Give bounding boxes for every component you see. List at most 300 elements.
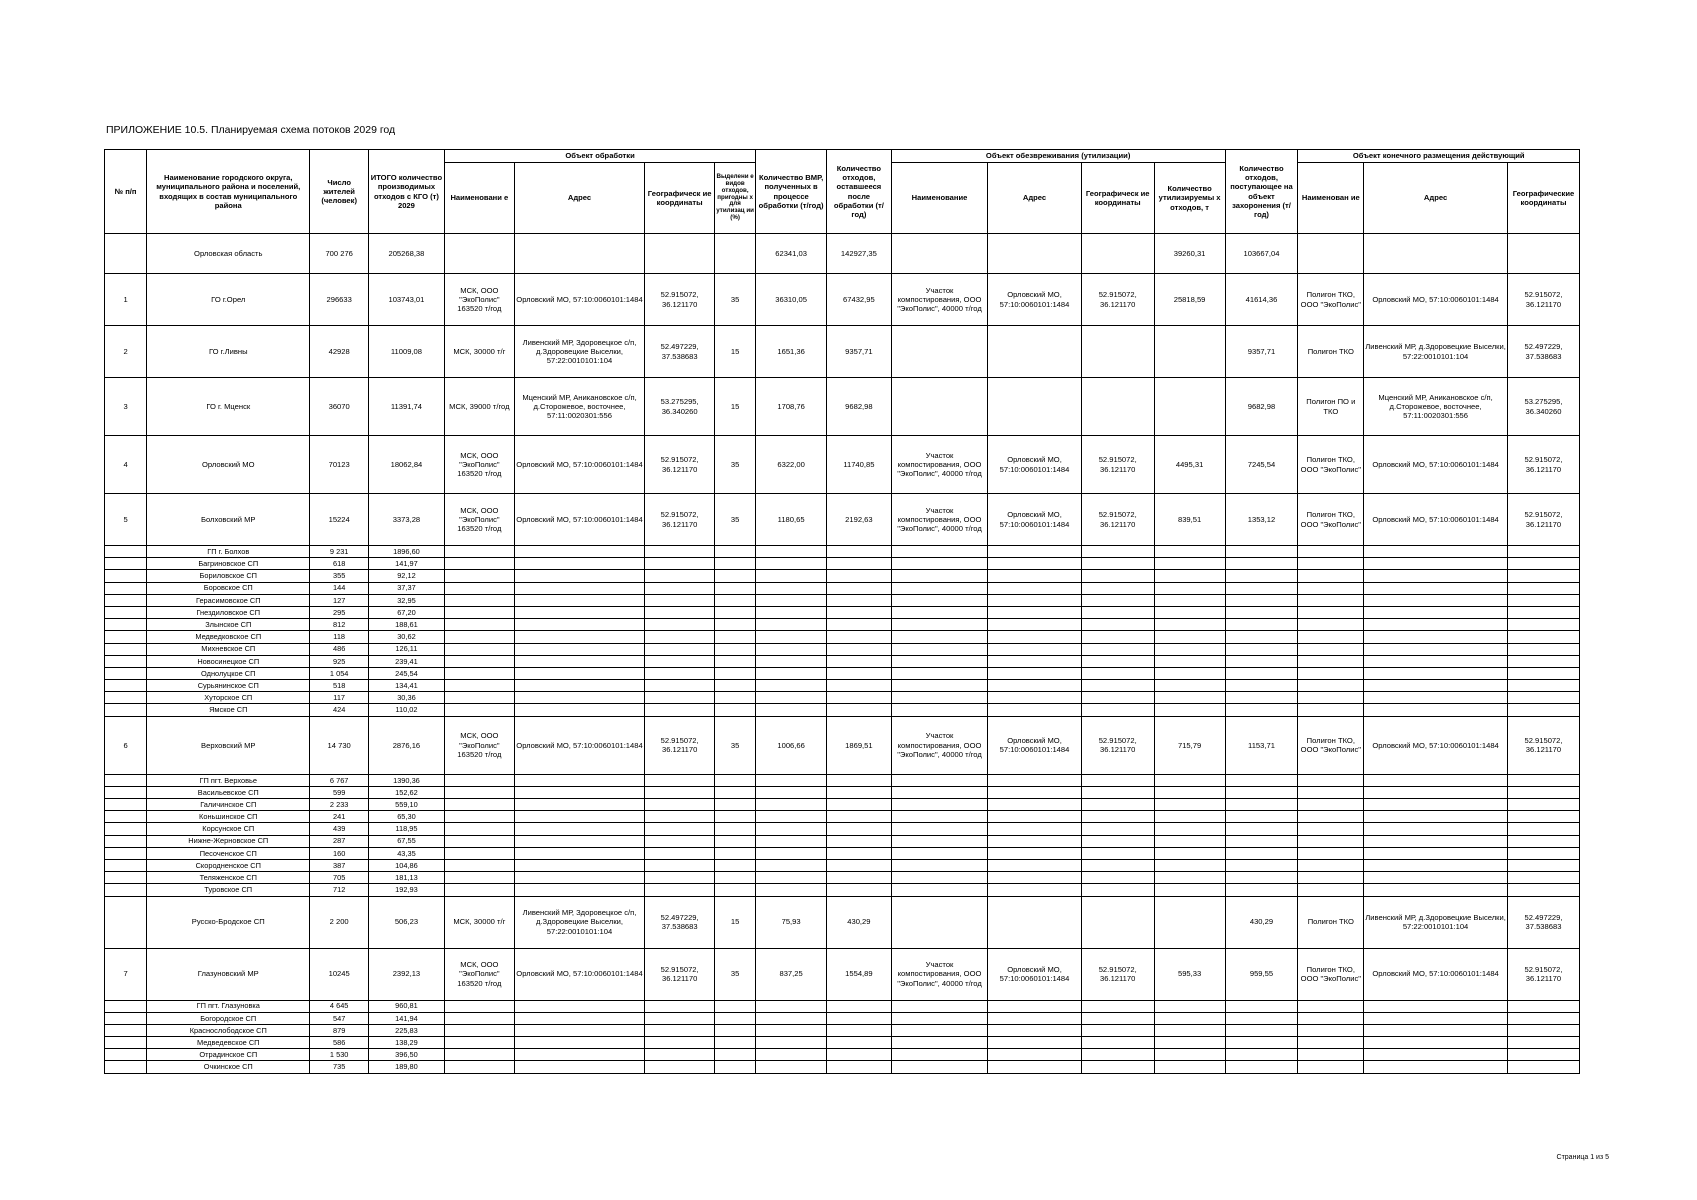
cell-empty: [1298, 692, 1364, 704]
cell-neut-qty: [1154, 326, 1225, 378]
cell-empty: [715, 799, 756, 811]
table-row: [105, 494, 1580, 546]
cell-empty: [1507, 823, 1579, 835]
cell-num: [105, 619, 147, 631]
cell-empty: [1154, 847, 1225, 859]
cell-empty: [1364, 1049, 1508, 1061]
cell-neut-name: Участок компостирования, ООО "ЭкоПолис", 40000 т/год: [891, 494, 988, 546]
cell-empty: [1507, 570, 1579, 582]
cell-empty: [1225, 667, 1298, 679]
cell-to-burial: 1353,12: [1225, 494, 1298, 546]
cell-neut-addr: [988, 326, 1081, 378]
cell-disp-coords: 52.497229, 37.538683: [1507, 896, 1579, 948]
cell-total-kgo: 65,30: [368, 811, 444, 823]
cell-disp-coords: 52.915072, 36.121170: [1507, 948, 1579, 1000]
cell-empty: [827, 872, 892, 884]
cell-total-kgo: 2876,16: [368, 716, 444, 774]
cell-empty: [1298, 570, 1364, 582]
cell-empty: [988, 655, 1081, 667]
cell-empty: [827, 643, 892, 655]
cell-empty: [1507, 594, 1579, 606]
header-disp-coords: Географические координаты: [1507, 163, 1579, 234]
cell-empty: [827, 667, 892, 679]
cell-disp-name: Полигон ТКО, ООО "ЭкоПолис": [1298, 274, 1364, 326]
cell-population: 355: [310, 570, 369, 582]
cell-total-kgo: 43,35: [368, 847, 444, 859]
cell-empty: [514, 847, 644, 859]
cell-remaining: 9357,71: [827, 326, 892, 378]
cell-vmr: 36310,05: [756, 274, 827, 326]
cell-empty: [988, 811, 1081, 823]
cell-empty: [756, 667, 827, 679]
cell-empty: [827, 631, 892, 643]
cell-neut-name: Участок компостирования, ООО "ЭкоПолис", 40000 т/год: [891, 716, 988, 774]
cell-empty: [514, 594, 644, 606]
cell-population: 712: [310, 884, 369, 896]
cell-empty: [1154, 704, 1225, 716]
table-row: [105, 274, 1580, 326]
cell-empty: [988, 799, 1081, 811]
cell-proc-coords: 52.915072, 36.121170: [645, 494, 715, 546]
cell-empty: [756, 884, 827, 896]
cell-population: 9 231: [310, 546, 369, 558]
cell-to-burial: 959,55: [1225, 948, 1298, 1000]
cell-proc-addr: Орловский МО, 57:10:0060101:1484: [514, 716, 644, 774]
cell-empty: [715, 680, 756, 692]
cell-empty: [1225, 1061, 1298, 1073]
table-row: [105, 436, 1580, 494]
cell-empty: [1507, 847, 1579, 859]
cell-num: [105, 835, 147, 847]
cell-empty: [645, 631, 715, 643]
cell-empty: [891, 606, 988, 618]
cell-proc-coords: 52.915072, 36.121170: [645, 948, 715, 1000]
cell-empty: [514, 1061, 644, 1073]
cell-empty: [1507, 811, 1579, 823]
cell-empty: [1298, 1024, 1364, 1036]
cell-empty: [645, 786, 715, 798]
cell-total-kgo: 18062,84: [368, 436, 444, 494]
cell-name: Краснослободское СП: [147, 1024, 310, 1036]
cell-empty: [444, 1061, 514, 1073]
header-proc-coords: Географическ ие координаты: [645, 163, 715, 234]
table-row: [105, 948, 1580, 1000]
cell-empty: [444, 823, 514, 835]
cell-empty: [1225, 811, 1298, 823]
cell-empty: [1298, 1049, 1364, 1061]
cell-proc-addr: Орловский МО, 57:10:0060101:1484: [514, 436, 644, 494]
cell-vmr: 6322,00: [756, 436, 827, 494]
cell-total-kgo: 3373,28: [368, 494, 444, 546]
table-row-settlement: [105, 1024, 1580, 1036]
cell-empty: [1154, 655, 1225, 667]
cell-empty: [514, 872, 644, 884]
cell-empty: [444, 884, 514, 896]
cell-proc-share: 35: [715, 948, 756, 1000]
cell-empty: [988, 631, 1081, 643]
cell-empty: [1081, 594, 1154, 606]
cell-empty: [715, 823, 756, 835]
cell-neut-qty: 39260,31: [1154, 234, 1225, 274]
cell-population: 70123: [310, 436, 369, 494]
cell-empty: [1364, 680, 1508, 692]
cell-population: 2 233: [310, 799, 369, 811]
cell-empty: [1081, 680, 1154, 692]
cell-empty: [1298, 582, 1364, 594]
cell-total-kgo: 188,61: [368, 619, 444, 631]
cell-neut-name: [891, 896, 988, 948]
cell-empty: [514, 631, 644, 643]
cell-empty: [1081, 847, 1154, 859]
cell-vmr: 1180,65: [756, 494, 827, 546]
cell-disp-addr: Мценский МР, Аникановское с/п, д.Сторожевое, восточнее, 57:11:0020301:556: [1364, 378, 1508, 436]
cell-empty: [1225, 570, 1298, 582]
table-row-settlement: [105, 1061, 1580, 1073]
cell-empty: [1154, 1000, 1225, 1012]
cell-empty: [1364, 619, 1508, 631]
cell-empty: [645, 606, 715, 618]
cell-empty: [827, 1037, 892, 1049]
cell-empty: [1225, 1037, 1298, 1049]
table-row-settlement: [105, 704, 1580, 716]
cell-empty: [988, 582, 1081, 594]
cell-empty: [715, 643, 756, 655]
cell-num: [105, 1000, 147, 1012]
cell-total-kgo: 141,94: [368, 1012, 444, 1024]
cell-empty: [827, 692, 892, 704]
cell-total-kgo: 118,95: [368, 823, 444, 835]
cell-empty: [756, 655, 827, 667]
cell-neut-qty: 4495,31: [1154, 436, 1225, 494]
cell-num: [105, 692, 147, 704]
cell-neut-coords: 52.915072, 36.121170: [1081, 274, 1154, 326]
cell-population: 118: [310, 631, 369, 643]
cell-empty: [756, 786, 827, 798]
cell-empty: [891, 823, 988, 835]
cell-empty: [1364, 606, 1508, 618]
cell-empty: [891, 546, 988, 558]
cell-total-kgo: 92,12: [368, 570, 444, 582]
cell-neut-qty: [1154, 896, 1225, 948]
cell-population: 4 645: [310, 1000, 369, 1012]
cell-empty: [988, 1000, 1081, 1012]
cell-empty: [1507, 546, 1579, 558]
cell-empty: [1225, 1049, 1298, 1061]
cell-empty: [988, 786, 1081, 798]
cell-disp-addr: Орловский МО, 57:10:0060101:1484: [1364, 948, 1508, 1000]
cell-empty: [1225, 582, 1298, 594]
cell-num: [105, 896, 147, 948]
cell-name: Теляженское СП: [147, 872, 310, 884]
cell-population: 6 767: [310, 774, 369, 786]
cell-empty: [1298, 884, 1364, 896]
cell-population: 618: [310, 558, 369, 570]
cell-proc-share: 35: [715, 436, 756, 494]
cell-empty: [827, 1024, 892, 1036]
cell-neut-addr: Орловский МО, 57:10:0060101:1484: [988, 716, 1081, 774]
cell-neut-coords: 52.915072, 36.121170: [1081, 494, 1154, 546]
cell-population: 547: [310, 1012, 369, 1024]
group-header-disposal: Объект конечного размещения действующий: [1298, 150, 1580, 163]
table-row-settlement: [105, 558, 1580, 570]
cell-name: Коньшинское СП: [147, 811, 310, 823]
cell-empty: [891, 655, 988, 667]
cell-num: 1: [105, 274, 147, 326]
cell-name: ГП пгт. Глазуновка: [147, 1000, 310, 1012]
cell-neut-addr: Орловский МО, 57:10:0060101:1484: [988, 436, 1081, 494]
cell-empty: [715, 606, 756, 618]
cell-empty: [1298, 1037, 1364, 1049]
cell-empty: [444, 643, 514, 655]
cell-total-kgo: 506,23: [368, 896, 444, 948]
cell-empty: [514, 884, 644, 896]
cell-num: [105, 1037, 147, 1049]
cell-empty: [827, 594, 892, 606]
cell-empty: [645, 570, 715, 582]
cell-empty: [514, 859, 644, 871]
cell-empty: [444, 786, 514, 798]
cell-empty: [645, 582, 715, 594]
cell-total-kgo: 141,97: [368, 558, 444, 570]
cell-empty: [891, 1061, 988, 1073]
cell-neut-coords: 52.915072, 36.121170: [1081, 436, 1154, 494]
cell-disp-name: Полигон ТКО: [1298, 326, 1364, 378]
cell-population: 14 730: [310, 716, 369, 774]
cell-empty: [444, 606, 514, 618]
cell-empty: [645, 811, 715, 823]
cell-empty: [1364, 1000, 1508, 1012]
header-num: № п/п: [105, 150, 147, 234]
cell-remaining: 2192,63: [827, 494, 892, 546]
cell-total-kgo: 67,20: [368, 606, 444, 618]
cell-empty: [756, 704, 827, 716]
cell-total-kgo: 192,93: [368, 884, 444, 896]
cell-empty: [444, 1037, 514, 1049]
cell-empty: [444, 680, 514, 692]
cell-empty: [1081, 570, 1154, 582]
cell-name: Хуторское СП: [147, 692, 310, 704]
cell-disp-name: Полигон ТКО, ООО "ЭкоПолис": [1298, 436, 1364, 494]
cell-total-kgo: 30,36: [368, 692, 444, 704]
cell-empty: [827, 570, 892, 582]
cell-empty: [1507, 1012, 1579, 1024]
cell-empty: [514, 823, 644, 835]
cell-empty: [715, 692, 756, 704]
cell-empty: [715, 667, 756, 679]
cell-num: [105, 570, 147, 582]
header-proc-addr: Адрес: [514, 163, 644, 234]
cell-name: Медведковское СП: [147, 631, 310, 643]
cell-empty: [1081, 704, 1154, 716]
cell-empty: [1364, 643, 1508, 655]
cell-empty: [1081, 1024, 1154, 1036]
cell-empty: [1225, 619, 1298, 631]
table-row-settlement: [105, 1000, 1580, 1012]
cell-population: 925: [310, 655, 369, 667]
cell-empty: [1298, 558, 1364, 570]
cell-empty: [988, 1024, 1081, 1036]
cell-empty: [827, 1049, 892, 1061]
cell-name: Багриновское СП: [147, 558, 310, 570]
cell-proc-addr: Орловский МО, 57:10:0060101:1484: [514, 948, 644, 1000]
cell-name: Нижне-Жерновское СП: [147, 835, 310, 847]
cell-total-kgo: 189,80: [368, 1061, 444, 1073]
cell-empty: [988, 859, 1081, 871]
cell-total-kgo: 134,41: [368, 680, 444, 692]
cell-population: 879: [310, 1024, 369, 1036]
cell-num: [105, 631, 147, 643]
group-header-neutralization: Объект обезвреживания (утилизации): [891, 150, 1225, 163]
cell-proc-coords: 52.915072, 36.121170: [645, 436, 715, 494]
cell-neut-coords: 52.915072, 36.121170: [1081, 948, 1154, 1000]
cell-empty: [715, 619, 756, 631]
cell-proc-name: МСК, 30000 т/г: [444, 896, 514, 948]
cell-name: Герасимовское СП: [147, 594, 310, 606]
cell-empty: [988, 835, 1081, 847]
cell-empty: [1298, 1061, 1364, 1073]
cell-proc-coords: 52.497229, 37.538683: [645, 326, 715, 378]
cell-empty: [891, 847, 988, 859]
page-title: ПРИЛОЖЕНИЕ 10.5. Планируемая схема потоков 2029 год: [106, 124, 396, 136]
cell-empty: [891, 799, 988, 811]
cell-population: 387: [310, 859, 369, 871]
cell-population: 700 276: [310, 234, 369, 274]
cell-neut-addr: Орловский МО, 57:10:0060101:1484: [988, 948, 1081, 1000]
cell-total-kgo: 960,81: [368, 1000, 444, 1012]
cell-num: [105, 606, 147, 618]
cell-empty: [988, 823, 1081, 835]
cell-empty: [1364, 655, 1508, 667]
cell-total-kgo: 11391,74: [368, 378, 444, 436]
cell-empty: [756, 1024, 827, 1036]
table-row-settlement: [105, 859, 1580, 871]
cell-empty: [827, 1061, 892, 1073]
cell-empty: [1225, 680, 1298, 692]
cell-to-burial: 430,29: [1225, 896, 1298, 948]
cell-empty: [1298, 847, 1364, 859]
cell-num: [105, 655, 147, 667]
cell-empty: [988, 570, 1081, 582]
cell-to-burial: 7245,54: [1225, 436, 1298, 494]
cell-empty: [1507, 872, 1579, 884]
table-row: [105, 716, 1580, 774]
cell-empty: [1364, 799, 1508, 811]
cell-empty: [1154, 680, 1225, 692]
cell-empty: [1507, 884, 1579, 896]
cell-total-kgo: 104,86: [368, 859, 444, 871]
cell-proc-share: 35: [715, 716, 756, 774]
header-neut-coords: Географическ ие координаты: [1081, 163, 1154, 234]
cell-empty: [1154, 570, 1225, 582]
cell-empty: [1364, 884, 1508, 896]
cell-population: 586: [310, 1037, 369, 1049]
cell-empty: [1081, 1049, 1154, 1061]
cell-empty: [988, 704, 1081, 716]
cell-empty: [1154, 594, 1225, 606]
cell-disp-coords: 52.915072, 36.121170: [1507, 494, 1579, 546]
cell-num: 4: [105, 436, 147, 494]
cell-empty: [514, 1000, 644, 1012]
cell-empty: [891, 1024, 988, 1036]
cell-neut-addr: [988, 896, 1081, 948]
cell-empty: [988, 872, 1081, 884]
cell-empty: [756, 1000, 827, 1012]
table-row-region-total: [105, 234, 1580, 274]
cell-num: [105, 799, 147, 811]
cell-remaining: 1554,89: [827, 948, 892, 1000]
cell-empty: [645, 643, 715, 655]
table-row-settlement: [105, 786, 1580, 798]
cell-empty: [988, 884, 1081, 896]
cell-empty: [1225, 799, 1298, 811]
table-row-settlement: [105, 546, 1580, 558]
cell-empty: [1081, 799, 1154, 811]
cell-empty: [1154, 643, 1225, 655]
cell-empty: [1081, 619, 1154, 631]
cell-empty: [1081, 1037, 1154, 1049]
cell-num: [105, 859, 147, 871]
cell-vmr: 62341,03: [756, 234, 827, 274]
table-row-settlement: [105, 606, 1580, 618]
cell-population: 735: [310, 1061, 369, 1073]
cell-name: Скородненское СП: [147, 859, 310, 871]
cell-population: 15224: [310, 494, 369, 546]
cell-empty: [444, 847, 514, 859]
header-vmr: Количество ВМР, полученных в процессе обработки (т/год): [756, 150, 827, 234]
cell-empty: [1364, 631, 1508, 643]
cell-empty: [645, 1024, 715, 1036]
cell-empty: [645, 835, 715, 847]
cell-empty: [715, 558, 756, 570]
cell-empty: [1507, 582, 1579, 594]
cell-empty: [1364, 570, 1508, 582]
cell-empty: [1225, 1000, 1298, 1012]
header-proc-name: Наименовани е: [444, 163, 514, 234]
cell-to-burial: 9682,98: [1225, 378, 1298, 436]
cell-num: [105, 704, 147, 716]
cell-empty: [1225, 643, 1298, 655]
cell-empty: [1225, 884, 1298, 896]
cell-name: Однолуцкое СП: [147, 667, 310, 679]
cell-empty: [891, 1012, 988, 1024]
page-footer: Страница 1 из 5: [1556, 1154, 1609, 1161]
cell-empty: [1298, 655, 1364, 667]
table-row: [105, 326, 1580, 378]
cell-empty: [514, 667, 644, 679]
cell-name: Васильевское СП: [147, 786, 310, 798]
cell-population: 36070: [310, 378, 369, 436]
cell-total-kgo: 205268,38: [368, 234, 444, 274]
table-row: [105, 896, 1580, 948]
cell-name: Новосинецкое СП: [147, 655, 310, 667]
cell-empty: [988, 847, 1081, 859]
cell-empty: [1081, 546, 1154, 558]
cell-total-kgo: 152,62: [368, 786, 444, 798]
cell-num: [105, 1012, 147, 1024]
cell-name: Злынское СП: [147, 619, 310, 631]
cell-empty: [1507, 859, 1579, 871]
cell-empty: [1154, 823, 1225, 835]
table-body: [105, 234, 1580, 1074]
cell-empty: [1364, 847, 1508, 859]
cell-disp-name: Полигон ТКО, ООО "ЭкоПолис": [1298, 716, 1364, 774]
cell-empty: [756, 582, 827, 594]
cell-empty: [827, 606, 892, 618]
cell-population: 296633: [310, 274, 369, 326]
cell-empty: [827, 558, 892, 570]
cell-empty: [715, 1037, 756, 1049]
cell-empty: [1081, 558, 1154, 570]
